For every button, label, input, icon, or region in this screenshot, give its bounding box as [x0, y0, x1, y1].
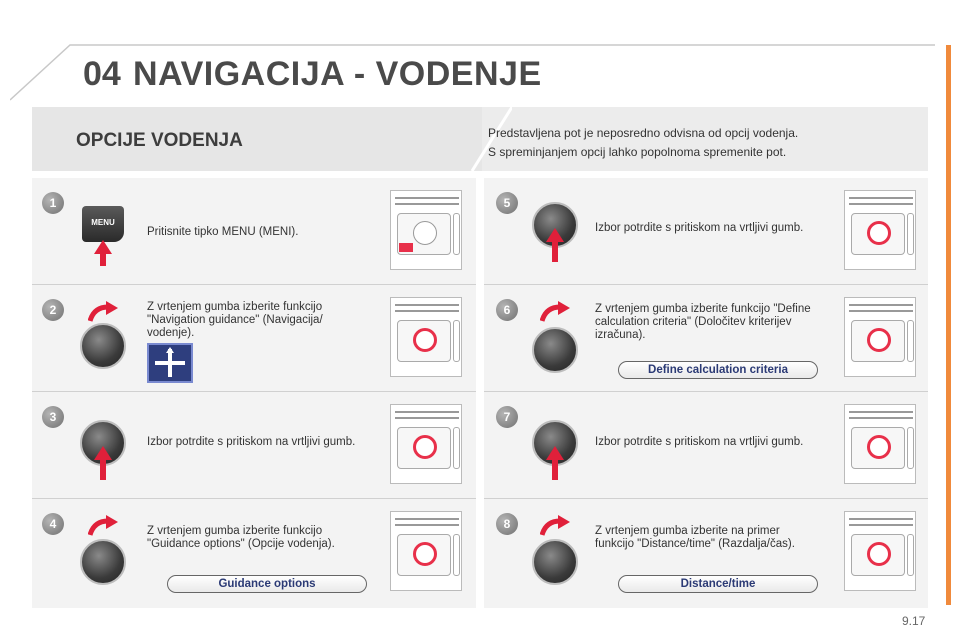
- step-text: Izbor potrdite s pritiskom na vrtljivi gumb.: [595, 222, 804, 234]
- step-7: [484, 392, 928, 499]
- control-panel-icon: [390, 297, 462, 377]
- intro-line-1: Predstavljena pot je neposredno odvisna od opcij vodenja.: [488, 126, 799, 140]
- page-number: 9.17: [902, 614, 926, 628]
- step-1: [32, 178, 476, 285]
- step-4: [32, 499, 476, 606]
- step-number-badge: 5: [496, 192, 518, 214]
- steps-column-left: [32, 178, 476, 608]
- rotate-arrow-icon: [540, 301, 570, 323]
- step-text: Z vrtenjem gumba izberite funkcijo "Navigation guidance" (Navigacija/ vodenje).: [147, 301, 323, 339]
- press-arrow-icon: [100, 458, 106, 480]
- menu-option-pill: Define calculation criteria: [618, 361, 818, 379]
- step-number-badge: 4: [42, 513, 64, 535]
- step-5: [484, 178, 928, 285]
- menu-option-pill: Distance/time: [618, 575, 818, 593]
- step-number-badge: 7: [496, 406, 518, 428]
- press-arrow-icon: [100, 252, 106, 266]
- menu-option-pill: Guidance options: [167, 575, 367, 593]
- step-number-badge: 1: [42, 192, 64, 214]
- chapter-number: 04: [83, 55, 121, 93]
- step-text: Izbor potrdite s pritiskom na vrtljivi gumb.: [147, 436, 356, 448]
- step-number-badge: 2: [42, 299, 64, 321]
- navigation-menu-icon: [147, 343, 193, 383]
- step-text: Z vrtenjem gumba izberite funkcijo "Define calculation criteria" (Določitev kriterijev izračuna).: [595, 303, 811, 341]
- step-number-badge: 6: [496, 299, 518, 321]
- step-text: Pritisnite tipko MENU (MENI).: [147, 226, 299, 238]
- rotary-knob-icon: [532, 539, 578, 585]
- control-panel-icon: [844, 404, 916, 484]
- menu-key-icon: MENU: [82, 206, 124, 242]
- page-title: NAVIGACIJA - VODENJE: [133, 55, 542, 93]
- step-text: Z vrtenjem gumba izberite funkcijo "Guidance options" (Opcije vodenja).: [147, 525, 335, 550]
- step-3: [32, 392, 476, 499]
- step-number-badge: 8: [496, 513, 518, 535]
- control-panel-icon: [844, 190, 916, 270]
- step-number-badge: 3: [42, 406, 64, 428]
- step-6: [484, 285, 928, 392]
- control-panel-icon: [390, 404, 462, 484]
- step-2: [32, 285, 476, 392]
- rotary-knob-icon: [532, 327, 578, 373]
- rotary-knob-icon: [80, 323, 126, 369]
- control-panel-icon: [390, 511, 462, 591]
- control-panel-icon: [844, 297, 916, 377]
- step-text: Izbor potrdite s pritiskom na vrtljivi gumb.: [595, 436, 804, 448]
- section-title: OPCIJE VODENJA: [76, 130, 243, 151]
- step-text: Z vrtenjem gumba izberite na primer funkcijo "Distance/time" (Razdalja/čas).: [595, 525, 795, 550]
- intro-text: [488, 124, 928, 162]
- control-panel-icon: [844, 511, 916, 591]
- orange-side-bar: [946, 45, 951, 605]
- step-8: [484, 499, 928, 606]
- press-arrow-icon: [552, 458, 558, 480]
- rotate-arrow-icon: [88, 301, 118, 323]
- rotary-knob-icon: [80, 539, 126, 585]
- intro-line-2: S spreminjanjem opcij lahko popolnoma spremenite pot.: [488, 145, 787, 159]
- rotate-arrow-icon: [88, 515, 118, 537]
- control-panel-icon: [390, 190, 462, 270]
- press-arrow-icon: [552, 240, 558, 262]
- rotate-arrow-icon: [540, 515, 570, 537]
- steps-column-right: [484, 178, 928, 608]
